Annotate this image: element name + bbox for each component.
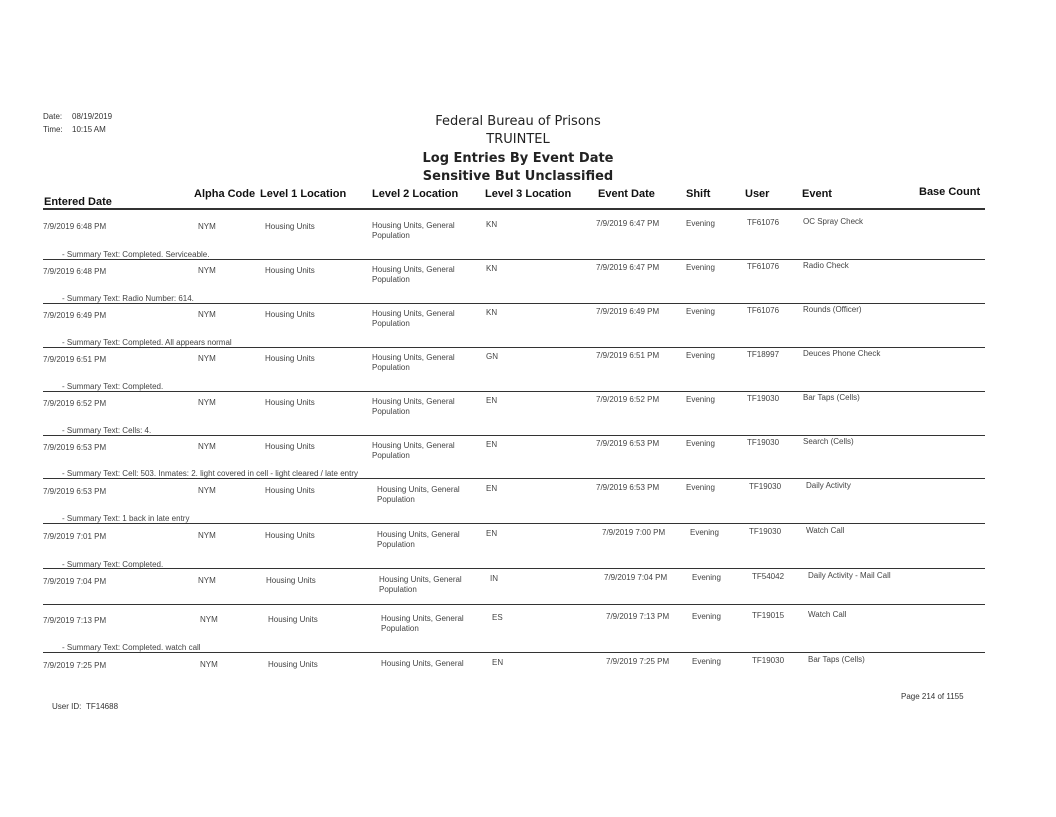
user-id-label: User ID: [52,702,82,711]
cell-event-date: 7/9/2019 7:13 PM [606,612,670,621]
cell-level2-location: Housing Units, General [381,659,464,668]
col-base-count: Base Count [919,186,981,198]
cell-level1-location: Housing Units [265,354,315,363]
cell-alpha-code: NYM [198,354,216,363]
row-divider [43,391,985,392]
cell-alpha-code: NYM [198,222,216,231]
cell-level1-location: Housing Units [265,266,315,275]
cell-alpha-code: NYM [200,660,218,669]
row-divider [43,347,985,348]
col-level3-location: Level 3 Location [485,188,572,200]
cell-event-date: 7/9/2019 6:51 PM [596,351,660,360]
cell-level1-location: Housing Units [265,222,315,231]
cell-level2-location: Housing Units, General Population [372,265,455,284]
report-org-title: Federal Bureau of Prisons [435,114,601,129]
cell-level2-location: Housing Units, General Population [372,441,455,460]
cell-user: TF19015 [752,611,785,620]
time-value: 10:15 AM [72,125,106,134]
cell-level3-location: IN [490,574,498,583]
cell-level3-location: GN [486,352,498,361]
cell-shift: Evening [686,263,715,272]
cell-level3-location: ES [492,613,503,622]
cell-shift: Evening [686,219,715,228]
cell-user: TF19030 [749,527,782,536]
cell-level1-location: Housing Units [268,615,318,624]
cell-entered-date: 7/9/2019 7:04 PM [43,577,107,586]
row-divider [43,523,985,524]
cell-alpha-code: NYM [198,266,216,275]
cell-event-date: 7/9/2019 6:47 PM [596,219,660,228]
cell-entered-date: 7/9/2019 7:25 PM [43,661,107,670]
cell-event: Daily Activity - Mail Call [808,571,891,580]
row-summary-text: - Summary Text: Cells: 4. [62,426,152,435]
cell-level1-location: Housing Units [266,576,316,585]
page-number: Page 214 of 1155 [901,692,964,701]
cell-entered-date: 7/9/2019 6:49 PM [43,311,107,320]
cell-entered-date: 7/9/2019 7:01 PM [43,532,107,541]
cell-level2-location: Housing Units, General Population [372,221,455,240]
row-summary-text: - Summary Text: Cell: 503. Inmates: 2. light covered in cell - light cleared / late entry [62,469,358,478]
cell-level2-location: Housing Units, General Population [381,614,464,633]
user-id-value: TF14688 [86,702,119,711]
header-rule [43,208,985,210]
row-divider [43,568,985,569]
cell-user: TF19030 [749,482,782,491]
cell-event-date: 7/9/2019 6:53 PM [596,483,660,492]
cell-shift: Evening [692,573,721,582]
cell-level3-location: EN [486,484,498,493]
cell-level1-location: Housing Units [265,531,315,540]
row-summary-text: - Summary Text: Completed. watch call [62,643,201,652]
col-event-date: Event Date [598,188,655,200]
cell-level1-location: Housing Units [268,660,318,669]
row-divider [43,604,985,605]
cell-alpha-code: NYM [198,486,216,495]
cell-event: Daily Activity [806,481,851,490]
row-summary-text: - Summary Text: Completed. [62,560,164,569]
col-level2-location: Level 2 Location [372,188,459,200]
row-summary-text: - Summary Text: Completed. Serviceable. [62,250,210,259]
cell-level3-location: KN [486,220,498,229]
cell-alpha-code: NYM [200,615,218,624]
cell-level3-location: EN [492,658,504,667]
cell-level2-location: Housing Units, General Population [377,485,460,504]
cell-shift: Evening [686,351,715,360]
cell-shift: Evening [690,528,719,537]
cell-alpha-code: NYM [198,310,216,319]
cell-user: TF18997 [747,350,780,359]
cell-alpha-code: NYM [198,576,216,585]
cell-shift: Evening [692,657,721,666]
cell-event-date: 7/9/2019 6:47 PM [596,263,660,272]
time-label: Time: [43,125,63,134]
cell-shift: Evening [692,612,721,621]
col-shift: Shift [686,188,711,200]
row-divider [43,303,985,304]
cell-event: Watch Call [808,610,847,619]
cell-alpha-code: NYM [198,531,216,540]
cell-event: Bar Taps (Cells) [803,393,860,402]
col-level1-location: Level 1 Location [260,188,347,200]
row-divider [43,435,985,436]
cell-event: Bar Taps (Cells) [808,655,865,664]
cell-shift: Evening [686,307,715,316]
cell-entered-date: 7/9/2019 6:51 PM [43,355,107,364]
col-entered-date: Entered Date [44,196,112,208]
cell-entered-date: 7/9/2019 6:53 PM [43,487,107,496]
cell-event: Watch Call [806,526,845,535]
cell-shift: Evening [686,395,715,404]
cell-alpha-code: NYM [198,398,216,407]
cell-level2-location: Housing Units, General Population [372,397,455,416]
cell-entered-date: 7/9/2019 6:48 PM [43,222,107,231]
cell-level3-location: EN [486,396,498,405]
row-summary-text: - Summary Text: Radio Number: 614. [62,294,194,303]
cell-event: OC Spray Check [803,217,864,226]
classification-title: Sensitive But Unclassified [422,169,614,184]
col-user: User [745,188,770,200]
cell-entered-date: 7/9/2019 6:48 PM [43,267,107,276]
cell-user: TF54042 [752,572,785,581]
cell-event-date: 7/9/2019 6:49 PM [596,307,660,316]
col-event: Event [802,188,832,200]
cell-event-date: 7/9/2019 7:00 PM [602,528,666,537]
cell-user: TF61076 [747,218,780,227]
cell-event: Rounds (Officer) [803,305,862,314]
cell-level1-location: Housing Units [265,442,315,451]
cell-event: Deuces Phone Check [803,349,881,358]
row-summary-text: - Summary Text: Completed. All appears normal [62,338,232,347]
cell-user: TF61076 [747,262,780,271]
row-summary-text: - Summary Text: Completed. [62,382,164,391]
report-title: Log Entries By Event Date [422,151,614,166]
cell-level3-location: EN [486,440,498,449]
cell-event-date: 7/9/2019 6:52 PM [596,395,660,404]
row-divider [43,478,985,479]
cell-event: Search (Cells) [803,437,854,446]
cell-user: TF19030 [752,656,785,665]
cell-level3-location: KN [486,308,498,317]
cell-level2-location: Housing Units, General Population [372,353,455,372]
cell-level2-location: Housing Units, General Population [372,309,455,328]
row-divider [43,259,985,260]
row-divider [43,652,985,653]
cell-level2-location: Housing Units, General Population [379,575,462,594]
date-value: 08/19/2019 [72,112,113,121]
cell-event-date: 7/9/2019 7:04 PM [604,573,668,582]
cell-user: TF19030 [747,438,780,447]
cell-event: Radio Check [803,261,849,270]
cell-level3-location: KN [486,264,498,273]
cell-entered-date: 7/9/2019 6:52 PM [43,399,107,408]
cell-level1-location: Housing Units [265,398,315,407]
col-alpha-code: Alpha Code [194,188,256,200]
cell-event-date: 7/9/2019 6:53 PM [596,439,660,448]
cell-entered-date: 7/9/2019 6:53 PM [43,443,107,452]
report-system-title: TRUINTEL [486,132,550,147]
cell-user: TF61076 [747,306,780,315]
cell-level3-location: EN [486,529,498,538]
cell-entered-date: 7/9/2019 7:13 PM [43,616,107,625]
cell-alpha-code: NYM [198,442,216,451]
cell-level1-location: Housing Units [265,310,315,319]
cell-event-date: 7/9/2019 7:25 PM [606,657,670,666]
cell-shift: Evening [686,483,715,492]
cell-level2-location: Housing Units, General Population [377,530,460,549]
cell-level1-location: Housing Units [265,486,315,495]
cell-shift: Evening [686,439,715,448]
date-label: Date: [43,112,63,121]
cell-user: TF19030 [747,394,780,403]
row-summary-text: - Summary Text: 1 back in late entry [62,514,190,523]
